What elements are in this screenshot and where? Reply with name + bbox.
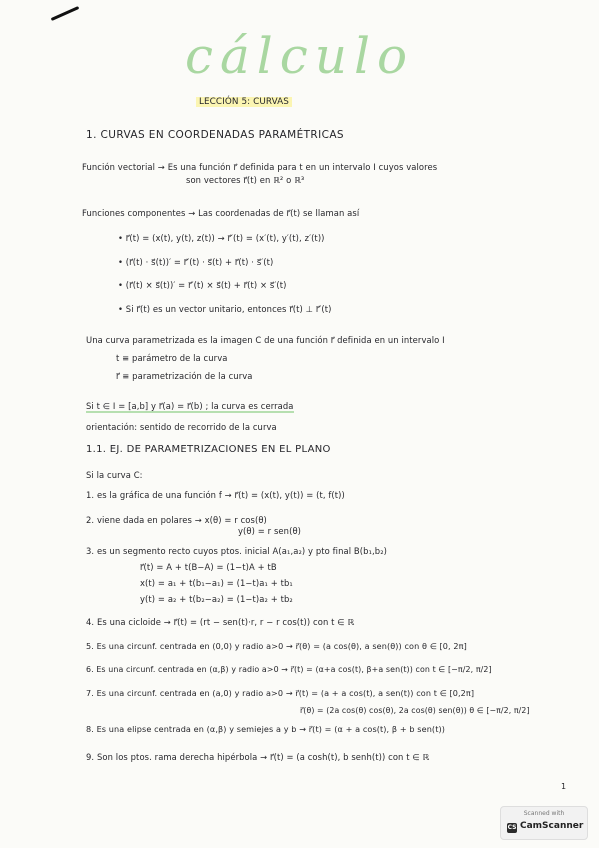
bullet-cross-product-rule: • (r⃗(t) × s⃗(t))′ = r⃗′(t) × s⃗(t) + r⃗(t) × s⃗′(t) (118, 280, 287, 290)
example-8: 8. Es una elipse centrada en (α,β) y semiejes a y b → r⃗(t) = (α + a cos(t), β + b sen(t)) (86, 724, 445, 734)
example-9: 9. Son los ptos. rama derecha hipérbola → r⃗(t) = (a cosh(t), b senh(t)) con t ∈ ℝ (86, 752, 430, 762)
closed-curve-text: Si t ∈ I = [a,b] y r⃗(a) = r⃗(b) ; la curva es cerrada (86, 401, 294, 411)
bullet-unit-vector: • Si r⃗(t) es un vector unitario, entonces r⃗(t) ⊥ r⃗′(t) (118, 304, 332, 314)
camscanner-logo-icon: CS (507, 824, 517, 831)
page-number: 1 (561, 782, 567, 791)
component-functions: Funciones componentes → Las coordenadas de r⃗(t) se llaman así (82, 208, 360, 218)
notebook-title: cálculo (184, 27, 415, 85)
badge-caption: Scanned with (523, 810, 565, 817)
section-heading-1: 1. CURVAS EN COORDENADAS PARAMÉTRICAS (86, 129, 344, 141)
example-6: 6. Es una circunf. centrada en (α,β) y radio a>0 → r⃗(t) = (α+a cos(t), β+a sen(t)) con t ∈ [−π/2, π/2] (86, 665, 492, 674)
example-4: 4. Es una cicloide → r⃗(t) = (rt − sen(t)·r, r − r cos(t)) con t ∈ ℝ (86, 617, 355, 627)
parameter-definition: t ≡ parámetro de la curva (116, 353, 228, 363)
example-7: 7. Es una circunf. centrada en (a,0) y radio a>0 → r⃗(t) = (a + a cos(t), a sen(t)) con t ∈ [0,2π] (86, 688, 475, 698)
example-1: 1. es la gráfica de una función f → r⃗(t) = (x(t), y(t)) = (t, f(t)) (86, 490, 345, 500)
vector-function-definition: Función vectorial → Es una función r⃗ definida para t en un intervalo I cuyos valores (82, 162, 438, 172)
section-heading-1-1: 1.1. EJ. DE PARAMETRIZACIONES EN EL PLANO (86, 444, 331, 455)
badge-name: CamScanner (520, 821, 584, 831)
example-2-cont: y(θ) = r sen(θ) (238, 526, 302, 536)
example-3-line-1: r⃗(t) = A + t(B−A) = (1−t)A + tB (140, 562, 277, 572)
example-3: 3. es un segmento recto cuyos ptos. inicial A(a₁,a₂) y pto final B(b₁,b₂) (86, 546, 388, 556)
example-7-cont: r⃗(θ) = (2a cos(θ) cos(θ), 2a cos(θ) sen(θ)) θ ∈ [−π/2, π/2] (300, 706, 530, 715)
orientation-definition: orientación: sentido de recorrido de la curva (86, 422, 277, 432)
parametrized-curve-definition: Una curva parametrizada es la imagen C de una función r⃗ definida en un intervalo I (86, 335, 445, 345)
closed-curve-definition (86, 401, 294, 412)
camscanner-badge (500, 806, 588, 840)
curve-intro: Si la curva C: (86, 470, 143, 480)
lesson-heading (196, 97, 292, 108)
bullet-derivative: • r⃗(t) = (x(t), y(t), z(t)) → r⃗′(t) = (x′(t), y′(t), z′(t)) (118, 233, 325, 243)
lesson-heading-text: LECCIÓN 5: CURVAS (196, 97, 292, 107)
example-2: 2. viene dada en polares → x(θ) = r cos(θ) (86, 515, 267, 525)
pen-mark (51, 6, 80, 21)
parametrization-definition: r⃗ ≡ parametrización de la curva (116, 371, 253, 381)
vector-function-definition-cont: son vectores r⃗(t) en ℝ² o ℝ³ (186, 175, 305, 185)
example-5: 5. Es una circunf. centrada en (0,0) y radio a>0 → r⃗(θ) = (a cos(θ), a sen(θ)) con θ ∈ [0, 2π] (86, 641, 467, 651)
example-3-line-2: x(t) = a₁ + t(b₁−a₁) = (1−t)a₁ + tb₁ (140, 578, 293, 588)
bullet-dot-product-rule: • (r⃗(t) · s⃗(t))′ = r⃗′(t) · s⃗(t) + r⃗(t) · s⃗′(t) (118, 257, 274, 267)
example-3-line-3: y(t) = a₂ + t(b₂−a₂) = (1−t)a₂ + tb₂ (140, 594, 293, 604)
